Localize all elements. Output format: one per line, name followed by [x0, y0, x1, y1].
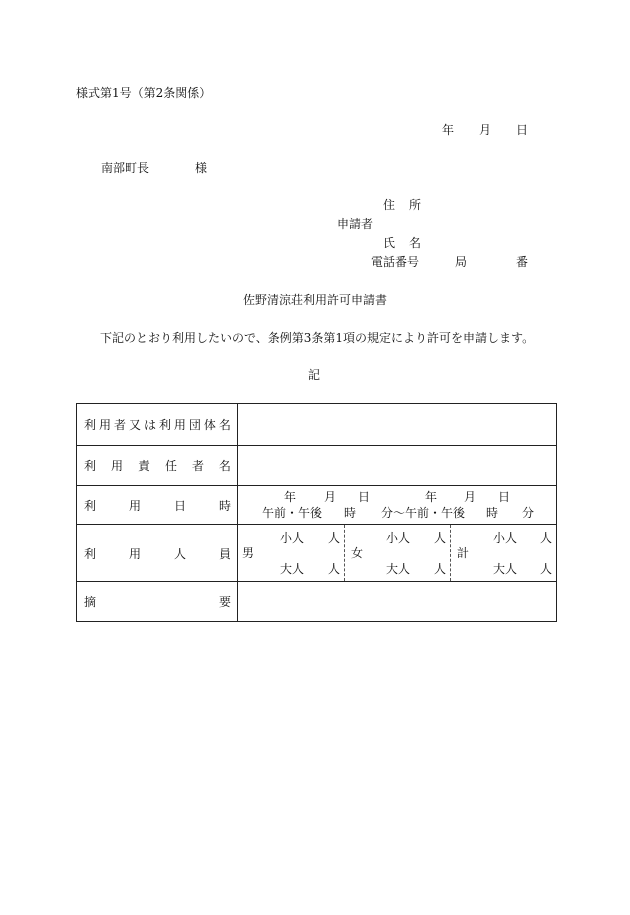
female-adult-label: 大人 — [386, 562, 411, 576]
start-hour: 時 — [344, 506, 357, 520]
application-table — [76, 403, 557, 622]
start-month: 月 — [324, 490, 337, 504]
end-day: 日 — [498, 490, 511, 504]
male-adult-label: 大人 — [280, 562, 305, 576]
label-responsible-person — [77, 446, 238, 486]
label-char: 任 — [164, 459, 177, 473]
label-char: 用 — [98, 418, 111, 432]
label-people — [77, 525, 238, 582]
label-char: は — [143, 418, 156, 432]
addressee-honorific: 様 — [195, 161, 208, 175]
label-char: 用 — [128, 498, 141, 513]
date-year: 年 — [442, 123, 455, 137]
label-char: 利 — [84, 418, 97, 432]
table-row-remarks — [77, 582, 557, 622]
form-title: 佐野清涼荘利用許可申請書 — [242, 293, 387, 307]
label-char: 団 — [188, 418, 201, 432]
ki-mark: 記 — [308, 368, 321, 382]
label-datetime — [77, 486, 238, 525]
label-char: 体 — [203, 418, 216, 432]
table-row-people — [77, 525, 557, 582]
female-child-label: 小人 — [386, 531, 411, 545]
form-number: 様式第1号（第2条関係） — [76, 86, 212, 100]
start-minute-tilde: 分〜午前・午後 — [381, 506, 466, 520]
label-char: 要 — [218, 595, 231, 609]
applicant-label: 申請者 — [337, 217, 374, 231]
table-row-datetime — [77, 486, 557, 525]
input-responsible-person[interactable] — [238, 446, 557, 486]
female-label: 女 — [351, 546, 364, 560]
label-char: 者 — [191, 459, 204, 473]
total-child-label: 小人 — [493, 531, 518, 545]
male-label: 男 — [242, 546, 255, 560]
label-char: 用 — [128, 546, 141, 561]
end-month: 月 — [464, 490, 477, 504]
label-char: 時 — [218, 498, 231, 513]
label-char: 用 — [173, 418, 186, 432]
start-year: 年 — [284, 490, 297, 504]
female-child-unit: 人 — [434, 531, 447, 545]
label-char: 人 — [173, 546, 186, 561]
divider-female-total — [450, 525, 451, 581]
female-adult-unit: 人 — [434, 562, 447, 576]
label-char: 利 — [84, 546, 97, 561]
label-char: 利 — [158, 418, 171, 432]
phone-exchange-label: 局 — [455, 255, 468, 269]
input-datetime[interactable] — [238, 486, 557, 525]
male-child-label: 小人 — [280, 531, 305, 545]
label-char: 員 — [218, 546, 231, 561]
date-line — [442, 123, 528, 137]
start-day: 日 — [358, 490, 371, 504]
label-char: 名 — [218, 459, 231, 473]
date-month: 月 — [478, 123, 491, 137]
label-remarks — [77, 582, 238, 622]
label-char: 用 — [110, 459, 123, 473]
phone-number-label: 番 — [516, 255, 529, 269]
start-ampm: 午前・午後 — [262, 506, 323, 520]
label-char: 日 — [173, 498, 186, 513]
total-label: 計 — [457, 546, 470, 560]
label-char: 摘 — [84, 595, 97, 609]
label-char: 責 — [137, 459, 150, 473]
body-text: 下記のとおり利用したいので、条例第3条第1項の規定により許可を申請します。 — [100, 331, 535, 345]
address-label: 住 所 — [383, 198, 421, 212]
label-char: 名 — [218, 418, 231, 432]
total-adult-label: 大人 — [493, 562, 518, 576]
divider-male-female — [344, 525, 345, 581]
end-hour: 時 — [486, 506, 499, 520]
end-minute: 分 — [522, 506, 535, 520]
input-user-name[interactable] — [238, 404, 557, 446]
label-user-name — [77, 404, 238, 446]
phone-label: 電話番号 — [371, 255, 420, 269]
table-row-user — [77, 404, 557, 446]
total-adult-unit: 人 — [540, 562, 553, 576]
input-remarks[interactable] — [238, 582, 557, 622]
table-row-responsible — [77, 446, 557, 486]
addressee-name: 南部町長 — [101, 161, 150, 175]
label-char: 又 — [128, 418, 141, 432]
input-people[interactable] — [238, 525, 557, 582]
label-char: 利 — [84, 498, 97, 513]
male-child-unit: 人 — [328, 531, 341, 545]
male-adult-unit: 人 — [328, 562, 341, 576]
date-day: 日 — [515, 123, 528, 137]
label-char: 利 — [84, 459, 97, 473]
total-child-unit: 人 — [540, 531, 553, 545]
name-label: 氏 名 — [383, 236, 421, 250]
label-char: 者 — [113, 418, 126, 432]
end-year: 年 — [425, 490, 438, 504]
